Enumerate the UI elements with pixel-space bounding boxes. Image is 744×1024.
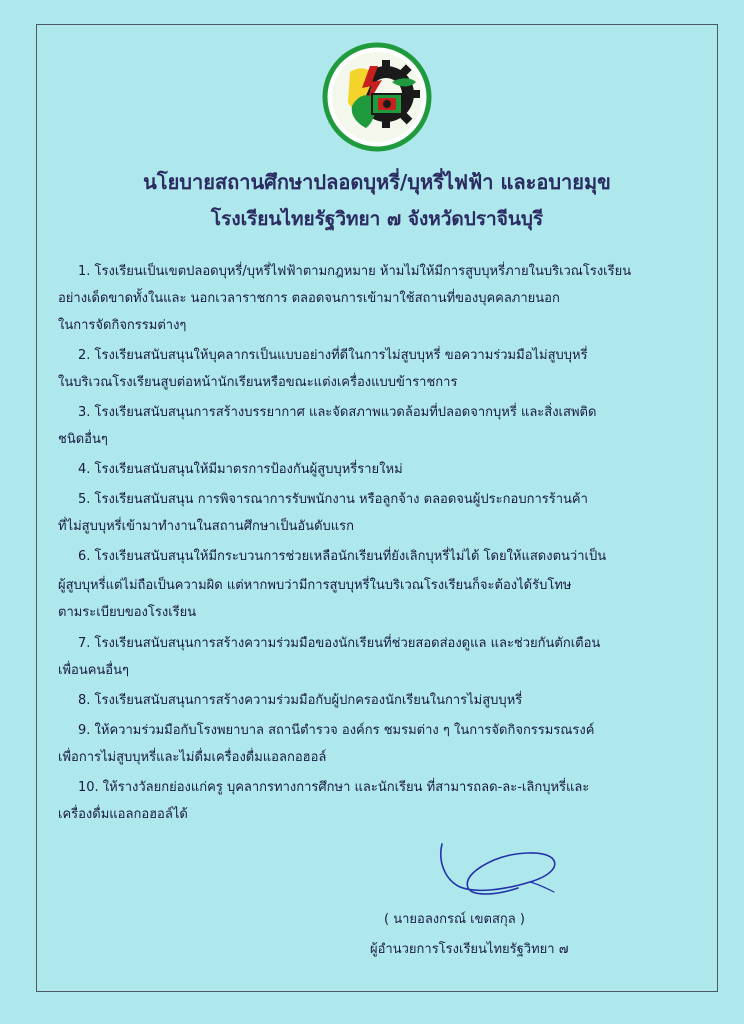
document-subtitle: โรงเรียนไทยรัฐวิทยา ๗ จังหวัดปราจีนบุรี <box>210 208 544 230</box>
policy-line: 3. โรงเรียนสนับสนุนการสร้างบรรยากาศ และจัดสภาพแวดล้อมที่ปลอดจากบุหรี่ และสิ่งเสพติด <box>78 405 597 420</box>
policy-line: 6. โรงเรียนสนับสนุนให้มีกระบวนการช่วยเหลือนักเรียนที่ยังเลิกบุหรี่ไม่ได้ โดยให้แสดงตนว่าเป็น <box>78 549 607 564</box>
policy-line: 4. โรงเรียนสนับสนุนให้มีมาตรการป้องกันผู้สูบบุหรี่รายใหม่ <box>78 462 403 477</box>
policy-line: 1. โรงเรียนเป็นเขตปลอดบุหรี่/บุหรี่ไฟฟ้าตามกฎหมาย ห้ามไม่ให้มีการสูบบุหรี่ภายในบริเวณโรงเรียน <box>78 264 632 279</box>
policy-line: ตามระเบียบของโรงเรียน <box>58 605 197 620</box>
policy-line: 8. โรงเรียนสนับสนุนการสร้างความร่วมมือกับผู้ปกครองนักเรียนในการไม่สูบบุหรี่ <box>78 693 523 708</box>
policy-line: ในการจัดกิจกรรมต่างๆ <box>58 318 187 333</box>
policy-line: เครื่องดื่มแอลกอฮอล์ได้ <box>58 807 188 822</box>
policy-line: 2. โรงเรียนสนับสนุนให้บุคลากรเป็นแบบอย่างที่ดีในการไม่สูบบุหรี่ ขอความร่วมมือไม่สูบบุหรี่ <box>78 348 588 363</box>
policy-line: ชนิดอื่นๆ <box>58 432 108 447</box>
policy-line: ผู้สูบบุหรี่แต่ไม่ถือเป็นความผิด แต่หากพบว่ามีการสูบบุหรี่ในบริเวณโรงเรียนก็จะต้องได้รับโทษ <box>58 578 572 593</box>
school-emblem-icon <box>322 42 432 152</box>
policy-line: 10. ให้รางวัลยกย่องแก่ครู บุคลากรทางการศึกษา และนักเรียน ที่สามารถลด-ละ-เลิกบุหรี่และ <box>78 780 590 795</box>
policy-line: 5. โรงเรียนสนับสนุน การพิจารณาการรับพนักงาน หรือลูกจ้าง ตลอดจนผู้ประกอบการร้านค้า <box>78 492 588 507</box>
policy-line: 7. โรงเรียนสนับสนุนการสร้างความร่วมมือของนักเรียนที่ช่วยสอดส่องดูแล และช่วยกันตักเตือน <box>78 636 601 651</box>
handwritten-signature <box>434 838 564 898</box>
policy-line: ที่ไม่สูบบุหรี่เข้ามาทำงานในสถานศึกษาเป็นอันดับแรก <box>58 519 354 534</box>
document-title: นโยบายสถานศึกษาปลอดบุหรี่/บุหรี่ไฟฟ้า และอบายมุข <box>143 170 611 194</box>
policy-line: อย่างเด็ดขาดทั้งในและ นอกเวลาราชการ ตลอดจนการเข้ามาใช้สถานที่ของบุคคลภายนอก <box>58 291 560 306</box>
policy-line: เพื่อการไม่สูบบุหรี่และไม่ดื่มเครื่องดื่มแอลกอฮอล์ <box>58 750 327 765</box>
policy-line: ในบริเวณโรงเรียนสูบต่อหน้านักเรียนหรือขณะแต่งเครื่องแบบข้าราชการ <box>58 375 458 390</box>
policy-line: 9. ให้ความร่วมมือกับโรงพยาบาล สถานีตำรวจ องค์กร ชมรมต่าง ๆ ในการจัดกิจกรรมรณรงค์ <box>78 723 595 738</box>
signatory-position: ผู้อำนวยการโรงเรียนไทยรัฐวิทยา ๗ <box>370 942 569 957</box>
signatory-name: ( นายอลงกรณ์ เขตสกุล ) <box>384 912 525 927</box>
policy-line: เพื่อนคนอื่นๆ <box>58 663 129 678</box>
